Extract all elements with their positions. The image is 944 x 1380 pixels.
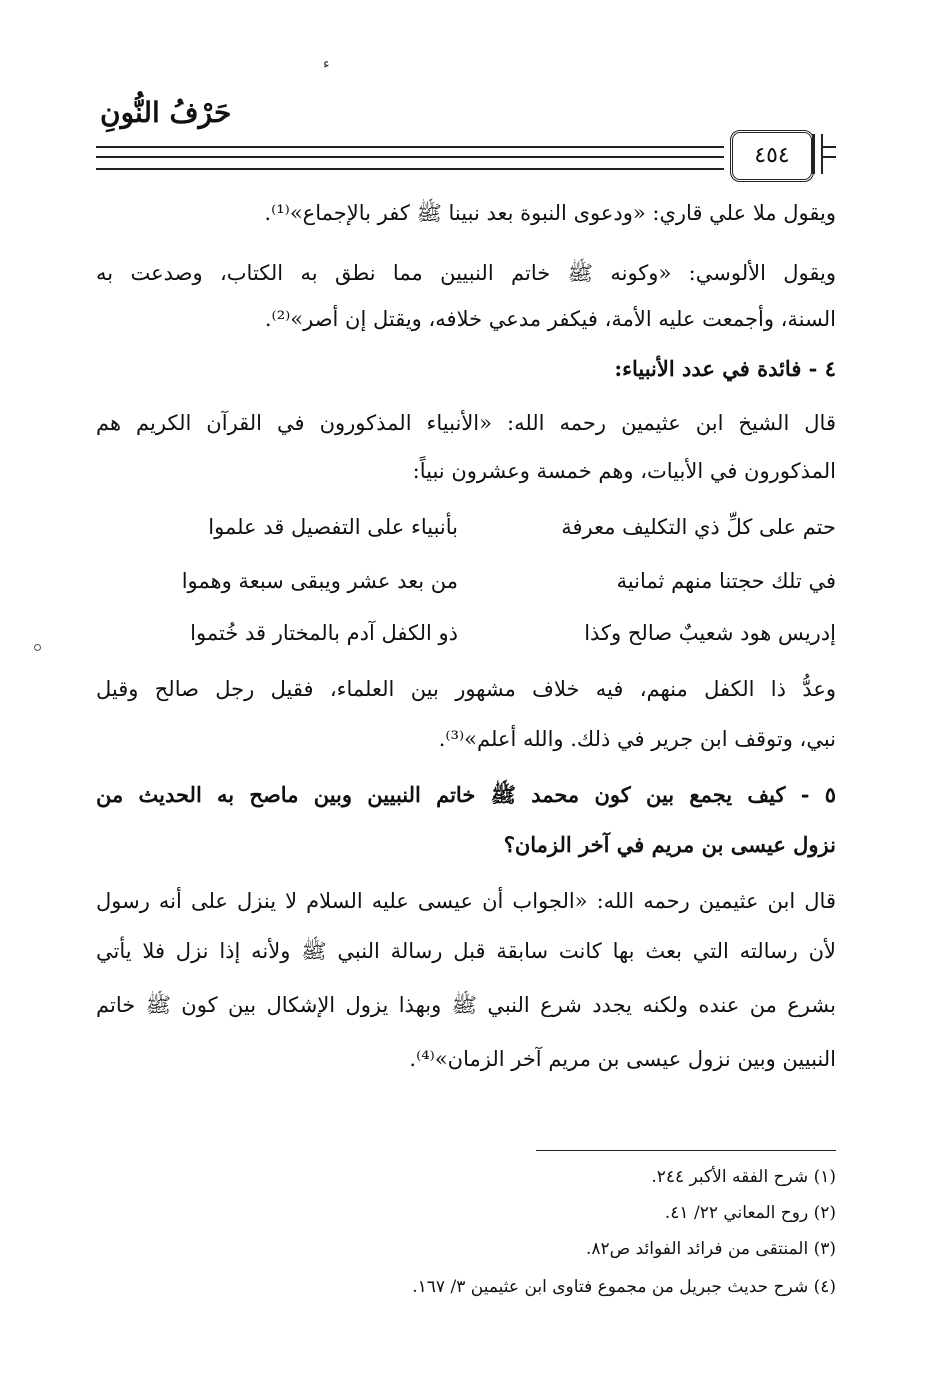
chapter-title: حَرْفُ النُّونِ [100, 96, 232, 129]
text-line: السنة، وأجمعت عليه الأمة، فيكفر مدعي خلافه، ويقتل إن أصر»⁽²⁾. [264, 307, 836, 331]
poem-verse-first-half: إدريس هود شعيبٌ صالح وكذا [584, 621, 836, 645]
footnote: (٤) شرح حديث جبريل من مجموع فتاوى ابن عثيمين ٣/ ١٦٧. [412, 1277, 836, 1297]
margin-dot [34, 644, 41, 651]
text-line: بشرع من عنده ولكنه يجدد شرع النبي ﷺ وبهذا يزول الإشكال بين كون ﷺ خاتم [96, 993, 836, 1017]
header-rule [96, 156, 724, 158]
text-line: قال الشيخ ابن عثيمين رحمه الله: «الأنبياء المذكورون في القرآن الكريم هم [96, 411, 836, 435]
footnote: (١) شرح الفقه الأكبر ٢٤٤. [651, 1167, 836, 1187]
section-heading: ٤ - فائدة في عدد الأنبياء: [614, 356, 836, 381]
text-line: وعدُّ ذا الكفل منهم، فيه خلاف مشهور بين العلماء، فقيل رجل صالح وقيل [96, 677, 836, 701]
poem-verse-second-half: ذو الكفل آدم بالمختار قد خُتموا [190, 621, 458, 645]
text-line: قال ابن عثيمين رحمه الله: «الجواب أن عيسى عليه السلام لا ينزل على أنه رسول [96, 889, 836, 913]
poem-verse-first-half: حتم على كلِّ ذي التكليف معرفة [561, 515, 836, 539]
poem-verse-second-half: من بعد عشر ويبقى سبعة وهموا [181, 569, 458, 593]
poem-verse-second-half: بأنبياء على التفصيل قد علموا [208, 515, 458, 539]
footnote: (٢) روح المعاني ٢٢/ ٤١. [664, 1203, 836, 1223]
text-line: المذكورون في الأبيات، وهم خمسة وعشرون نبياً: [412, 459, 836, 483]
section-heading: ٥ - كيف يجمع بين كون محمد ﷺ خاتم النبيين وبين ماصح به الحديث من [96, 782, 836, 807]
text-line: النبيين وبين نزول عيسى بن مريم آخر الزمان»⁽⁴⁾. [409, 1047, 836, 1071]
header-rule [96, 168, 724, 170]
poem-verse-first-half: في تلك حجتنا منهم ثمانية [616, 569, 836, 593]
text-line: لأن رسالته التي بعث بها كانت سابقة قبل رسالة النبي ﷺ ولأنه إذا نزل فلا يأتي [96, 939, 836, 963]
top-mark: ء [323, 56, 330, 72]
text-line: نبي، وتوقف ابن جرير في ذلك. والله أعلم»⁽³⁾. [438, 727, 836, 751]
footnote-separator [536, 1150, 836, 1151]
footnote: (٣) المنتقى من فرائد الفوائد ص٨٢. [585, 1239, 836, 1259]
page-number: ٤٥٤ [730, 130, 814, 182]
text-line: ويقول ملا علي قاري: «ودعوى النبوة بعد نبينا ﷺ كفر بالإجماع»⁽¹⁾. [264, 201, 836, 225]
text-line: ويقول الألوسي: «وكونه ﷺ خاتم النبيين مما نطق به الكتاب، وصدعت به [96, 261, 836, 285]
section-heading: نزول عيسى بن مريم في آخر الزمان؟ [503, 832, 836, 857]
header-ornament [822, 146, 836, 158]
header-rule [96, 146, 724, 148]
